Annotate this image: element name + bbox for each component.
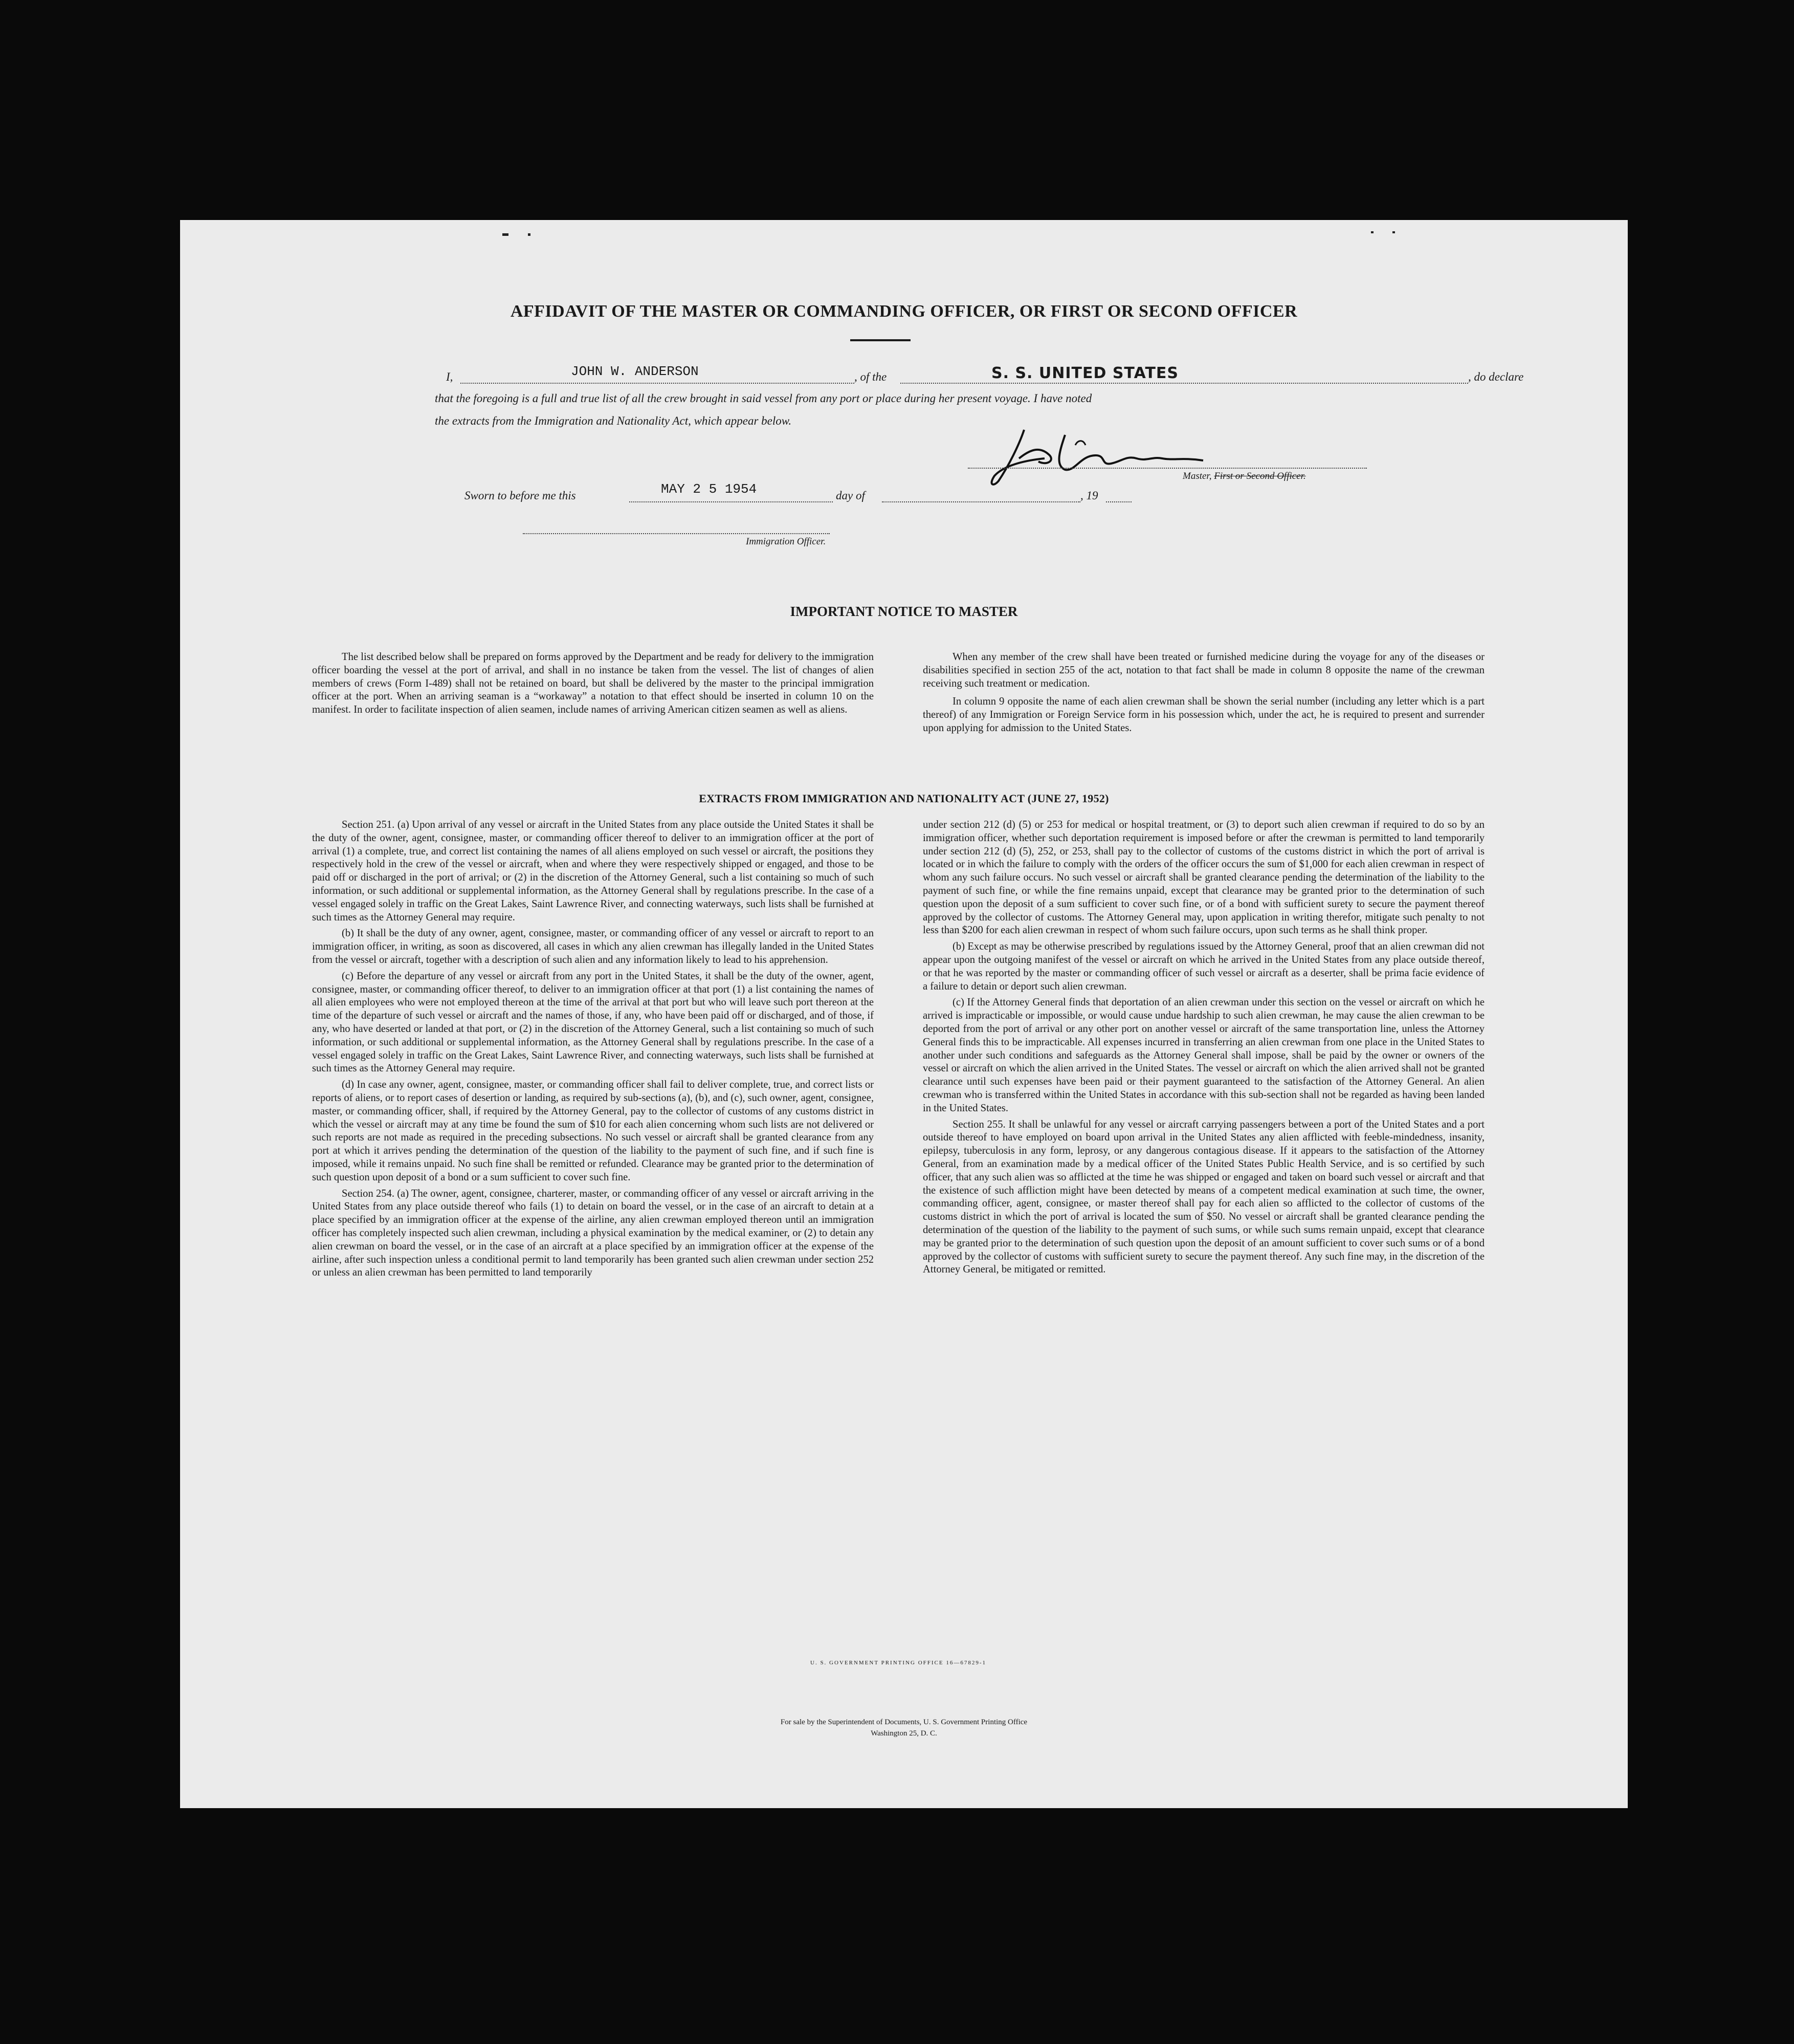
do-declare-label: , do declare [1468, 370, 1524, 383]
vessel-name-field: S. S. UNITED STATES [991, 364, 1179, 382]
master-caption: Master, [1183, 471, 1214, 481]
i-label: I, [446, 370, 453, 383]
extracts-left-column [312, 819, 874, 1280]
act-section-paragraph: (c) Before the departure of any vessel or aircraft from any port in the United States, it shall be the duty of the owner, agent, consignee, master, or commanding officer thereof, to deliver to an immigration officer at that port (1) a list containing the names of all alien employees who were not employed thereon at the time of the arrival at that port but who will leave such port thereon at the time of the departure of such vessel or aircraft and the names of those, if any, who have been paid off or discharged, and of those, if any, who have deserted or landed at that port, or (2) in the discretion of the Attorney General, such a list containing so much of such information, or such additional or supplemental information, as the Attorney General shall by regulations prescribe. In the case of a vessel engaged solely in traffic on the Great Lakes, Saint Lawrence River, and connecting waterways, such lists shall be furnished at such times as the Attorney General may require. [312, 970, 874, 1074]
scan-speck [528, 233, 530, 236]
printing-office-mark: U. S. GOVERNMENT PRINTING OFFICE 16—67829-1 [810, 1660, 987, 1666]
sale-notice-line-2: Washington 25, D. C. [871, 1729, 937, 1738]
notice-right-column [923, 651, 1485, 735]
act-section-paragraph: (c) If the Attorney General finds that deportation of an alien crewman under this section on the vessel or aircraft on which he arrived is impracticable or impossible, or would cause undue hardship to such alien crewman, he may cause the alien crewman to be deported from the port of arrival or any other port on another vessel or aircraft of the same transportation line, unless the Attorney General finds this to be impracticable. All expenses incurred in transferring an alien crewman from one place in the United States to another under such conditions and safeguards as the Attorney General shall impose, shall be paid by the owner or owners of the vessel or aircraft on which the alien arrived in the United States. The vessel or aircraft on which the alien arrived shall not be granted clearance until such expenses have been paid or their payment guaranteed to the satisfaction of the Attorney General. An alien crewman who is transferred within the United States in accordance with this sub-section shall not be regarded as having been landed in the United States. [923, 997, 1485, 1114]
declaration-line-1: that the foregoing is a full and true list of all the crew brought in said vessel from any port or place during her present voyage. I have noted [435, 392, 1092, 405]
struck-officer-caption: First or Second Officer. [1214, 471, 1306, 481]
act-section-paragraph: under section 212 (d) (5) or 253 for medical or hospital treatment, or (3) to deport such alien crewman if required to do so by an immigration officer, whether such deportation requirement is imposed before or after the crewman is permitted to land temporarily under section 212 (d) (5), 252, or 253, shall pay to the collector of customs of the customs district in which the port of arrival is located or in which the failure to comply with the orders of the officer occurs the sum of $1,000 for each alien crewman in respect of whom any such failure occurs. No such vessel or aircraft shall be granted clearance pending the determination of the liability to the payment of such fine, or while the fine remains unpaid, except that clearance may be granted prior to the determination of such question upon the deposit of a sum sufficient to cover such fine, or of a bond with sufficient surety to secure the payment thereof approved by the collector of customs. The Attorney General may, upon application in writing therefor, mitigate such penalty to not less than $200 for each alien crewman in respect of whom such failure occurs, upon such terms as he shall think proper. [923, 819, 1485, 936]
extracts-title: EXTRACTS FROM IMMIGRATION AND NATIONALITY ACT (JUNE 27, 1952) [699, 792, 1109, 805]
affidavit-form-page [180, 220, 1628, 1808]
act-section-paragraph: (b) Except as may be otherwise prescribed by regulations issued by the Attorney General, proof that an alien crewman did not appear upon the outgoing manifest of the vessel or aircraft on which he arrived in the United States from any place outside thereof, or that he was reported by the master or commanding officer of such vessel or aircraft as a deserter, shall be prima facie evidence of a failure to detain or deport such alien crewman. [923, 941, 1485, 992]
act-section-paragraph: Section 254. (a) The owner, agent, consignee, charterer, master, or commanding officer of any vessel or aircraft arriving in the United States from any place outside thereof who fails (1) to detain on board the vessel, or in the case of an aircraft to detain at a place specified by an immigration officer at the expense of the airline, any alien crewman employed thereon until an immigration officer has completely inspected such alien crewman, including a physical examination by the medical examiner, or (2) to detain any alien crewman on board the vessel, or in the case of an aircraft at a place specified by an immigration officer at the expense of the airline, after such inspection unless a conditional permit to land temporarily has been granted such alien crewman under section 252 or unless an alien crewman has been permitted to land temporarily [312, 1188, 874, 1279]
year-line [1106, 501, 1132, 502]
act-section-paragraph: (b) It shall be the duty of any owner, agent, consignee, master, or commanding officer of any vessel or aircraft to report to an immigration officer, in writing, as soon as discovered, all cases in which any alien crewman has illegally landed in the United States from the vessel or aircraft, together with a description of such alien and any information likely to lead to his apprehension. [312, 928, 874, 965]
year-label: , 19 [1080, 489, 1098, 502]
sworn-date-stamp: MAY 2 5 1954 [661, 481, 757, 497]
notice-paragraph: When any member of the crew shall have been treated or furnished medicine during the voyage for any of the diseases or disabilities specified in section 255 of the act, notation to that fact shall be made in column 8 opposite the name of the crewman receiving such treatment or medication. [923, 651, 1485, 689]
sale-notice-line-1: For sale by the Superintendent of Documents, U. S. Government Printing Office [780, 1718, 1028, 1726]
title-rule [850, 339, 911, 341]
notice-paragraph: The list described below shall be prepared on forms approved by the Department and be ready for delivery to the immigration officer boarding the vessel at the port of arrival, and shall in no instance be taken from the vessel. The list of changes of alien members of crews (Form I-489) shall not be retained on board, but shall be delivered by the master to the principal immigration officer at the port. When an arriving seaman is a “workaway” a notation to that effect should be inserted in column 10 on the manifest. In order to facilitate inspection of alien seamen, include names of arriving American citizen seamen as well as aliens. [312, 651, 874, 716]
act-section-paragraph: Section 255. It shall be unlawful for any vessel or aircraft carrying passengers between a port of the United States and a port outside thereof to have employed on board upon arrival in the United States any alien afflicted with feeble-mindedness, insanity, epilepsy, tuberculosis in any form, leprosy, or any dangerous contagious disease. If it appears to the satisfaction of the Attorney General, from an examination made by a medical officer of the United States Public Health Service, and is so certified by such officer, that any such alien was so afflicted at the time he was shipped or engaged and taken on board such vessel or aircraft and that the existence of such affliction might have been detected by means of a competent medical examination at such time, the owner, commanding officer, agent, consignee, or master thereof shall pay for each alien so afflicted to the collector of customs of the customs district in which the port of arrival is located the sum of $50. No vessel or aircraft shall be granted clearance pending the determination of the question of the liability to the payment of such sums, or while such sums remain unpaid, except that clearance may be granted prior to the determination of such question upon the deposit of an amount sufficient to cover such sums or of a bond approved by the collector of customs with sufficient surety to secure the payment thereof. Any such fine may, in the discretion of the Attorney General, be mitigated or remitted. [923, 1118, 1485, 1276]
extracts-right-column [923, 819, 1485, 1277]
signature-line [968, 468, 1367, 469]
master-name-field: JOHN W. ANDERSON [571, 364, 699, 379]
month-line [882, 501, 1080, 502]
act-section-paragraph: (d) In case any owner, agent, consignee, master, or commanding officer shall fail to deliver complete, true, and correct lists or reports of aliens, or to report cases of desertion or landing, as required by sub-sections (a), (b), and (c), such owner, agent, consignee, master, or commanding officer, shall, if required by the Attorney General, pay to the collector of customs of any customs district in which the vessel or aircraft may at any time be found the sum of $10 for each alien concerning whom such lists are not delivered or such reports are not made as required in the preceding subsections. No such vessel or aircraft shall be granted clearance from any port at which it arrives pending the determination of the question of the liability to the payment of such fine, and if such fine is imposed, while it remains unpaid. No such fine shall be remitted or refunded. Clearance may be granted prior to the determination of such question upon deposit of a bond or a sum sufficient to cover such fine. [312, 1079, 874, 1183]
scan-speck [1371, 231, 1374, 233]
scan-speck [1392, 231, 1395, 233]
of-the-label: , of the [854, 370, 887, 383]
notice-left-column [312, 651, 874, 717]
affidavit-title: AFFIDAVIT OF THE MASTER OR COMMANDING OFFICER, OR FIRST OR SECOND OFFICER [510, 302, 1298, 321]
notice-title: IMPORTANT NOTICE TO MASTER [790, 604, 1018, 619]
signature-caption [1183, 471, 1306, 482]
vessel-field-line [900, 383, 1468, 384]
name-field-line [460, 383, 854, 384]
sworn-date-line [629, 501, 833, 502]
immigration-officer-caption: Immigration Officer. [746, 536, 826, 547]
scan-speck [502, 233, 508, 236]
act-section-paragraph: Section 251. (a) Upon arrival of any vessel or aircraft in the United States from any place outside the United States it shall be the duty of the owner, agent, consignee, master, or commanding officer thereof to deliver to an immigration officer at the port of arrival (1) a complete, true, and correct list containing the names of all aliens employed on such vessel or aircraft, the positions they respectively hold in the crew of the vessel or aircraft, when and where they were respectively shipped or engaged, and those to be paid off or discharged in the port of arrival; or (2) in the discretion of the Attorney General, such a list containing so much of such information, or such additional or supplemental information, as the Attorney General shall by regulations prescribe. In the case of a vessel engaged solely in traffic on the Great Lakes, Saint Lawrence River, and connecting waterways, such lists shall be furnished at such times as the Attorney General may require. [312, 819, 874, 923]
day-of-label: day of [836, 489, 865, 502]
officer-signature-line [523, 533, 830, 534]
notice-paragraph: In column 9 opposite the name of each alien crewman shall be shown the serial number (including any letter which is a part thereof) of any Immigration or Foreign Service form in his possession which, under the act, he is required to present and surrender upon applying for admission to the United States. [923, 696, 1485, 734]
declaration-line-2: the extracts from the Immigration and Nationality Act, which appear below. [435, 414, 792, 427]
sworn-label: Sworn to before me this [464, 489, 576, 502]
